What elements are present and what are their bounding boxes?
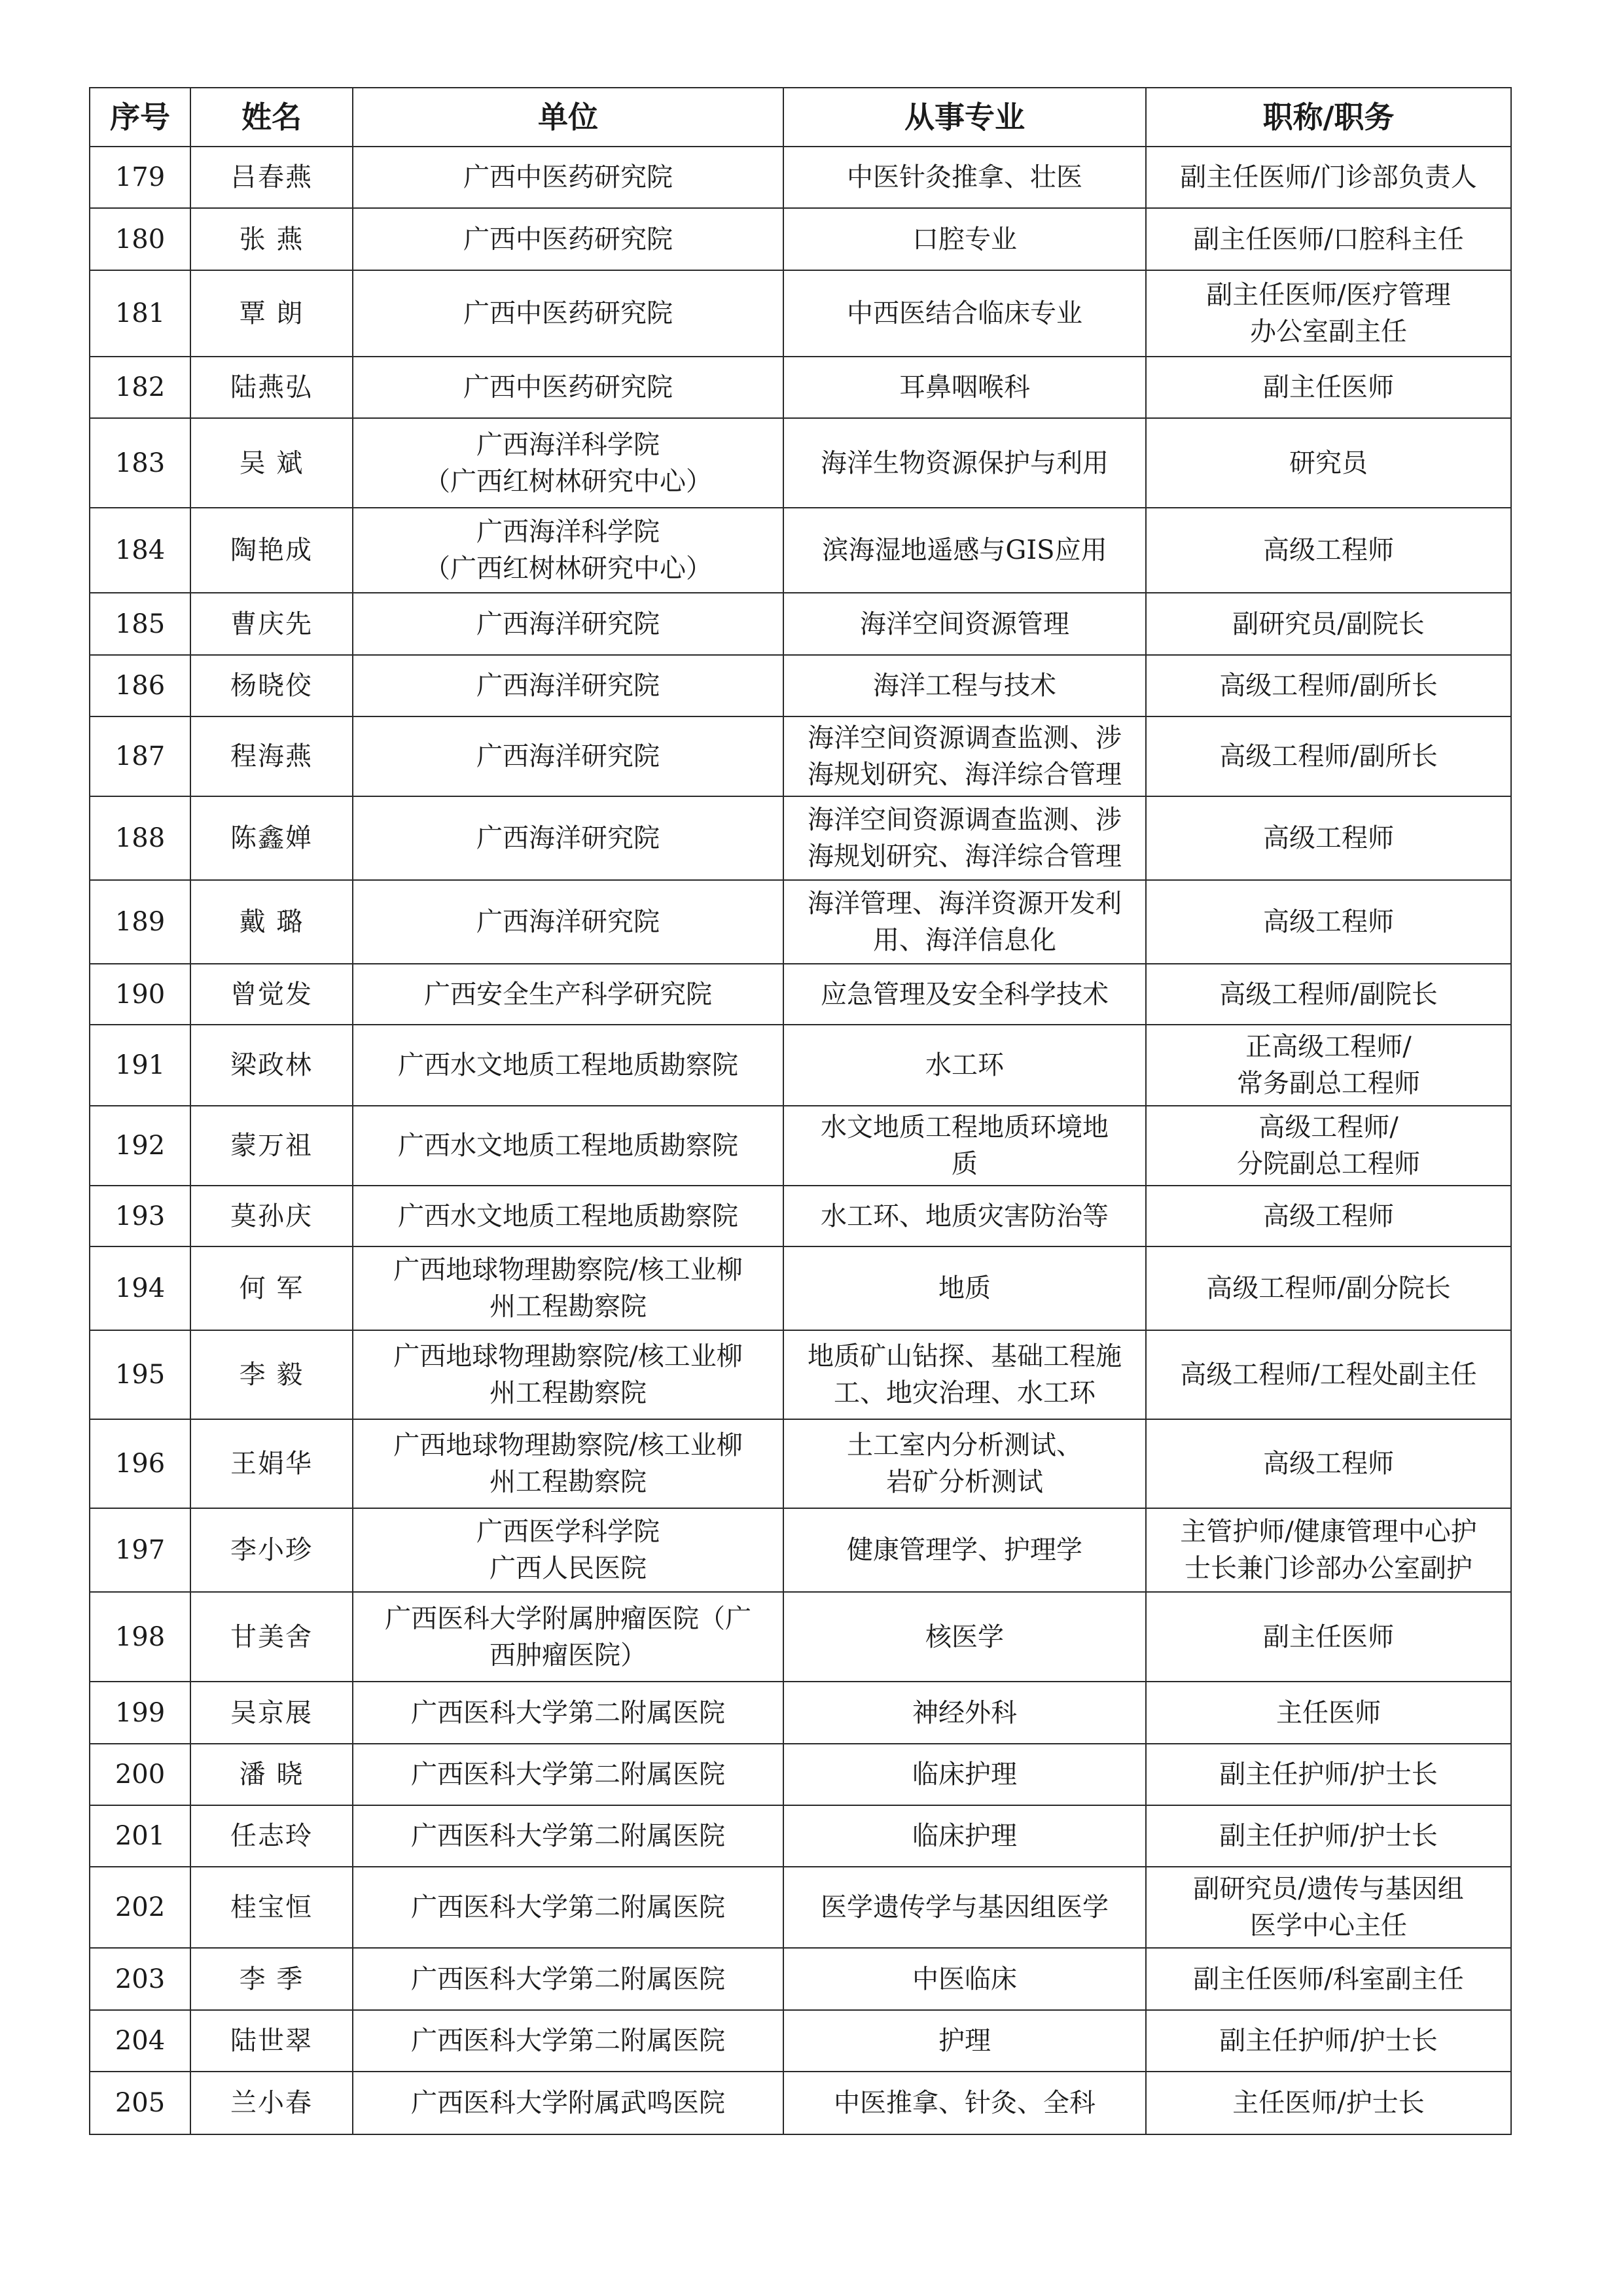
title-position-cell: 主任医师 <box>1146 1682 1511 1744</box>
table-row <box>90 147 1511 208</box>
table-row <box>90 1246 1511 1330</box>
title-position-cell: 副主任护师/护士长 <box>1146 2010 1511 2072</box>
name-cell: 杨晓佼 <box>190 655 353 716</box>
unit-cell: 广西海洋研究院 <box>353 655 783 716</box>
serial-number-cell: 199 <box>90 1682 190 1744</box>
unit-cell: 广西地球物理勘察院/核工业柳 州工程勘察院 <box>353 1419 783 1508</box>
name-cell: 吴 斌 <box>190 418 353 508</box>
unit-cell: 广西地球物理勘察院/核工业柳 州工程勘察院 <box>353 1330 783 1419</box>
unit-cell: 广西海洋科学院 （广西红树林研究中心） <box>353 508 783 593</box>
serial-number-cell: 194 <box>90 1246 190 1330</box>
unit-cell: 广西医科大学第二附属医院 <box>353 1805 783 1867</box>
name-cell: 覃 朗 <box>190 270 353 357</box>
table-row <box>90 418 1511 508</box>
title-position-cell: 高级工程师/ 分院副总工程师 <box>1146 1106 1511 1186</box>
table-row <box>90 1419 1511 1508</box>
table-row <box>90 2072 1511 2134</box>
specialty-cell: 应急管理及安全科学技术 <box>783 964 1146 1025</box>
specialty-cell: 海洋管理、海洋资源开发利 用、海洋信息化 <box>783 880 1146 964</box>
unit-cell: 广西医科大学第二附属医院 <box>353 1744 783 1805</box>
name-cell: 李 季 <box>190 1948 353 2010</box>
specialty-cell: 口腔专业 <box>783 208 1146 270</box>
specialty-cell: 耳鼻咽喉科 <box>783 357 1146 418</box>
specialty-cell: 滨海湿地遥感与GIS应用 <box>783 508 1146 593</box>
serial-number-cell: 189 <box>90 880 190 964</box>
specialty-cell: 健康管理学、护理学 <box>783 1508 1146 1592</box>
specialty-cell: 临床护理 <box>783 1805 1146 1867</box>
name-cell: 陆燕弘 <box>190 357 353 418</box>
table-row <box>90 716 1511 796</box>
table-row <box>90 796 1511 880</box>
title-position-cell: 高级工程师/副院长 <box>1146 964 1511 1025</box>
serial-number-cell: 188 <box>90 796 190 880</box>
specialty-cell: 海洋工程与技术 <box>783 655 1146 716</box>
specialty-cell: 临床护理 <box>783 1744 1146 1805</box>
unit-cell: 广西海洋研究院 <box>353 716 783 796</box>
table-row <box>90 655 1511 716</box>
header-unit: 单位 <box>353 88 783 147</box>
serial-number-cell: 187 <box>90 716 190 796</box>
title-position-cell: 副主任医师 <box>1146 357 1511 418</box>
table-row <box>90 2010 1511 2072</box>
specialty-cell: 地质 <box>783 1246 1146 1330</box>
table-row <box>90 1330 1511 1419</box>
specialty-cell: 地质矿山钻探、基础工程施 工、地灾治理、水工环 <box>783 1330 1146 1419</box>
title-position-cell: 副主任医师/科室副主任 <box>1146 1948 1511 2010</box>
unit-cell: 广西中医药研究院 <box>353 208 783 270</box>
title-position-cell: 高级工程师/副所长 <box>1146 655 1511 716</box>
name-cell: 潘 晓 <box>190 1744 353 1805</box>
personnel-table <box>89 87 1512 2135</box>
table-row <box>90 593 1511 655</box>
specialty-cell: 水工环、地质灾害防治等 <box>783 1186 1146 1246</box>
table-row <box>90 964 1511 1025</box>
name-cell: 兰小春 <box>190 2072 353 2134</box>
title-position-cell: 研究员 <box>1146 418 1511 508</box>
unit-cell: 广西中医药研究院 <box>353 270 783 357</box>
table-row <box>90 357 1511 418</box>
header-title-position: 职称/职务 <box>1146 88 1511 147</box>
name-cell: 梁政林 <box>190 1025 353 1106</box>
title-position-cell: 正高级工程师/ 常务副总工程师 <box>1146 1025 1511 1106</box>
serial-number-cell: 205 <box>90 2072 190 2134</box>
name-cell: 王娟华 <box>190 1419 353 1508</box>
unit-cell: 广西水文地质工程地质勘察院 <box>353 1025 783 1106</box>
serial-number-cell: 186 <box>90 655 190 716</box>
serial-number-cell: 192 <box>90 1106 190 1186</box>
serial-number-cell: 185 <box>90 593 190 655</box>
table-row <box>90 1025 1511 1106</box>
name-cell: 任志玲 <box>190 1805 353 1867</box>
name-cell: 程海燕 <box>190 716 353 796</box>
serial-number-cell: 201 <box>90 1805 190 1867</box>
specialty-cell: 中西医结合临床专业 <box>783 270 1146 357</box>
title-position-cell: 高级工程师 <box>1146 796 1511 880</box>
name-cell: 甘美舍 <box>190 1592 353 1682</box>
specialty-cell: 护理 <box>783 2010 1146 2072</box>
serial-number-cell: 181 <box>90 270 190 357</box>
table-row <box>90 1186 1511 1246</box>
table-row <box>90 1867 1511 1948</box>
name-cell: 陈鑫婵 <box>190 796 353 880</box>
serial-number-cell: 204 <box>90 2010 190 2072</box>
header-serial-number: 序号 <box>90 88 190 147</box>
name-cell: 桂宝恒 <box>190 1867 353 1948</box>
title-position-cell: 副主任医师/门诊部负责人 <box>1146 147 1511 208</box>
serial-number-cell: 180 <box>90 208 190 270</box>
title-position-cell: 副主任医师/医疗管理 办公室副主任 <box>1146 270 1511 357</box>
title-position-cell: 副主任医师/口腔科主任 <box>1146 208 1511 270</box>
table-row <box>90 1106 1511 1186</box>
title-position-cell: 高级工程师/副分院长 <box>1146 1246 1511 1330</box>
serial-number-cell: 179 <box>90 147 190 208</box>
unit-cell: 广西海洋研究院 <box>353 880 783 964</box>
unit-cell: 广西医科大学第二附属医院 <box>353 1682 783 1744</box>
name-cell: 吕春燕 <box>190 147 353 208</box>
table-row <box>90 880 1511 964</box>
specialty-cell: 神经外科 <box>783 1682 1146 1744</box>
name-cell: 张 燕 <box>190 208 353 270</box>
unit-cell: 广西医科大学附属肿瘤医院（广 西肿瘤医院） <box>353 1592 783 1682</box>
name-cell: 陆世翠 <box>190 2010 353 2072</box>
serial-number-cell: 195 <box>90 1330 190 1419</box>
table-row <box>90 1682 1511 1744</box>
title-position-cell: 高级工程师 <box>1146 1419 1511 1508</box>
specialty-cell: 中医推拿、针灸、全科 <box>783 2072 1146 2134</box>
table-row <box>90 1592 1511 1682</box>
title-position-cell: 主管护师/健康管理中心护 士长兼门诊部办公室副护 <box>1146 1508 1511 1592</box>
unit-cell: 广西海洋研究院 <box>353 593 783 655</box>
serial-number-cell: 196 <box>90 1419 190 1508</box>
table-header-row <box>90 88 1511 147</box>
name-cell: 李小珍 <box>190 1508 353 1592</box>
title-position-cell: 高级工程师 <box>1146 880 1511 964</box>
specialty-cell: 中医针灸推拿、壮医 <box>783 147 1146 208</box>
title-position-cell: 高级工程师 <box>1146 508 1511 593</box>
table-row <box>90 508 1511 593</box>
serial-number-cell: 190 <box>90 964 190 1025</box>
specialty-cell: 海洋空间资源管理 <box>783 593 1146 655</box>
serial-number-cell: 197 <box>90 1508 190 1592</box>
name-cell: 曹庆先 <box>190 593 353 655</box>
name-cell: 陶艳成 <box>190 508 353 593</box>
unit-cell: 广西水文地质工程地质勘察院 <box>353 1186 783 1246</box>
table-row <box>90 208 1511 270</box>
header-name: 姓名 <box>190 88 353 147</box>
unit-cell: 广西中医药研究院 <box>353 147 783 208</box>
specialty-cell: 核医学 <box>783 1592 1146 1682</box>
serial-number-cell: 193 <box>90 1186 190 1246</box>
specialty-cell: 海洋空间资源调查监测、涉 海规划研究、海洋综合管理 <box>783 716 1146 796</box>
name-cell: 蒙万祖 <box>190 1106 353 1186</box>
name-cell: 莫孙庆 <box>190 1186 353 1246</box>
specialty-cell: 医学遗传学与基因组医学 <box>783 1867 1146 1948</box>
serial-number-cell: 182 <box>90 357 190 418</box>
title-position-cell: 副主任医师 <box>1146 1592 1511 1682</box>
table-row <box>90 270 1511 357</box>
unit-cell: 广西地球物理勘察院/核工业柳 州工程勘察院 <box>353 1246 783 1330</box>
serial-number-cell: 198 <box>90 1592 190 1682</box>
specialty-cell: 土工室内分析测试、 岩矿分析测试 <box>783 1419 1146 1508</box>
unit-cell: 广西医科大学第二附属医院 <box>353 2010 783 2072</box>
title-position-cell: 副主任护师/护士长 <box>1146 1805 1511 1867</box>
specialty-cell: 中医临床 <box>783 1948 1146 2010</box>
name-cell: 何 军 <box>190 1246 353 1330</box>
name-cell: 李 毅 <box>190 1330 353 1419</box>
title-position-cell: 副研究员/副院长 <box>1146 593 1511 655</box>
table-row <box>90 1948 1511 2010</box>
name-cell: 曾觉发 <box>190 964 353 1025</box>
table-row <box>90 1744 1511 1805</box>
unit-cell: 广西海洋科学院 （广西红树林研究中心） <box>353 418 783 508</box>
unit-cell: 广西中医药研究院 <box>353 357 783 418</box>
unit-cell: 广西医科大学第二附属医院 <box>353 1867 783 1948</box>
table-body <box>90 147 1511 2134</box>
table-row <box>90 1508 1511 1592</box>
unit-cell: 广西医科大学第二附属医院 <box>353 1948 783 2010</box>
serial-number-cell: 200 <box>90 1744 190 1805</box>
title-position-cell: 高级工程师 <box>1146 1186 1511 1246</box>
unit-cell: 广西医学科学院 广西人民医院 <box>353 1508 783 1592</box>
unit-cell: 广西水文地质工程地质勘察院 <box>353 1106 783 1186</box>
name-cell: 吴京展 <box>190 1682 353 1744</box>
name-cell: 戴 璐 <box>190 880 353 964</box>
specialty-cell: 水文地质工程地质环境地 质 <box>783 1106 1146 1186</box>
specialty-cell: 海洋空间资源调查监测、涉 海规划研究、海洋综合管理 <box>783 796 1146 880</box>
title-position-cell: 副主任护师/护士长 <box>1146 1744 1511 1805</box>
title-position-cell: 主任医师/护士长 <box>1146 2072 1511 2134</box>
specialty-cell: 水工环 <box>783 1025 1146 1106</box>
serial-number-cell: 183 <box>90 418 190 508</box>
title-position-cell: 高级工程师/副所长 <box>1146 716 1511 796</box>
title-position-cell: 副研究员/遗传与基因组 医学中心主任 <box>1146 1867 1511 1948</box>
header-specialty: 从事专业 <box>783 88 1146 147</box>
table-row <box>90 1805 1511 1867</box>
title-position-cell: 高级工程师/工程处副主任 <box>1146 1330 1511 1419</box>
unit-cell: 广西医科大学附属武鸣医院 <box>353 2072 783 2134</box>
unit-cell: 广西海洋研究院 <box>353 796 783 880</box>
unit-cell: 广西安全生产科学研究院 <box>353 964 783 1025</box>
serial-number-cell: 202 <box>90 1867 190 1948</box>
specialty-cell: 海洋生物资源保护与利用 <box>783 418 1146 508</box>
serial-number-cell: 191 <box>90 1025 190 1106</box>
serial-number-cell: 203 <box>90 1948 190 2010</box>
serial-number-cell: 184 <box>90 508 190 593</box>
